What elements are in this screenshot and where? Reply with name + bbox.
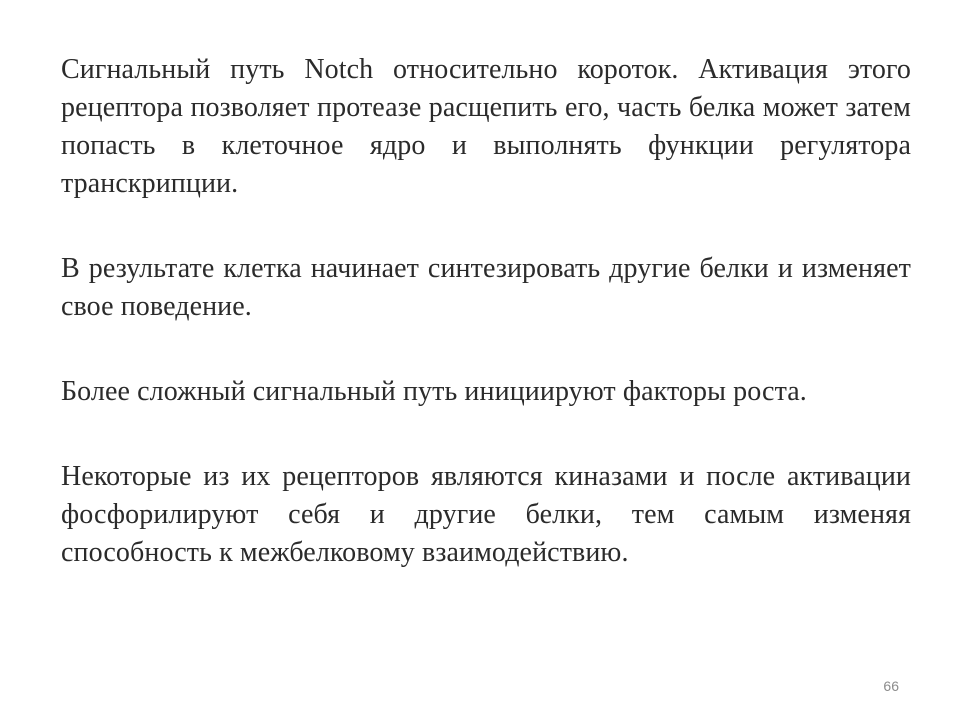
page-number: 66 — [883, 678, 899, 694]
paragraph-notch-pathway: Сигнальный путь Notch относительно короток. Активация этого рецептора позволяет протеазе расщепить его, часть белка может затем попасть в клеточное ядро и выполнять функции регулятора транскрипции. — [61, 54, 911, 199]
paragraph-cell-behavior: В результате клетка начинает синтезировать другие белки и изменяет свое поведение. — [61, 253, 911, 322]
paragraph-kinase-receptors: Некоторые из их рецепторов являются киназами и после активации фосфорилируют себя и другие белки, тем самым изменяя способность к межбелковому взаимодействию. — [61, 461, 911, 568]
slide-body — [61, 51, 911, 572]
paragraph-growth-factors: Более сложный сигнальный путь инициируют факторы роста. — [61, 376, 807, 407]
